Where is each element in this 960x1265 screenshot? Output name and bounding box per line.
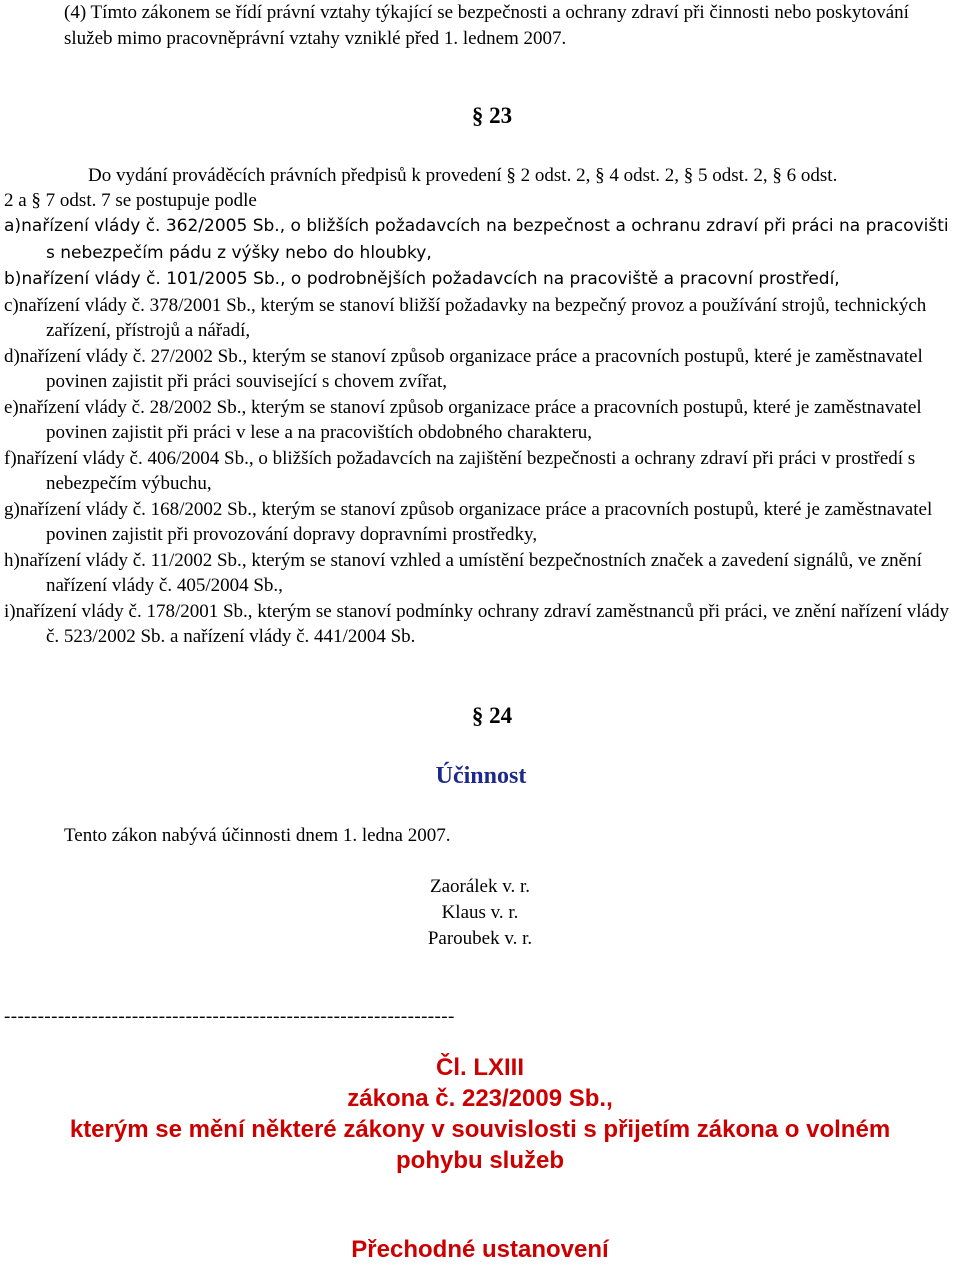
- list-item-lead: nařízení vlády č. 378/2001 Sb.: [18, 294, 251, 316]
- regulation-list: [4, 213, 958, 650]
- list-item-lead: nařízení vlády č. 362/2005 Sb.: [21, 216, 280, 236]
- list-item: [4, 344, 958, 395]
- signatures-block: [380, 874, 580, 952]
- signature-line: Paroubek v. r.: [427, 928, 533, 949]
- list-item-label: f): [4, 447, 17, 469]
- list-item-label: g): [4, 498, 20, 520]
- list-item-lead: nařízení vlády č. 27/2002 Sb.: [19, 345, 243, 367]
- list-item-label: b): [4, 269, 22, 289]
- list-item-text: , o bližších požadavcích na zajištění bezpečnosti a ochrany zdraví při práci v prostředí s nebezpečím výbuchu,: [46, 447, 916, 494]
- list-item-lead: nařízení vlády č. 178/2001 Sb.: [15, 600, 248, 622]
- amendment-header: [0, 1052, 960, 1176]
- list-item-label: i): [4, 600, 16, 622]
- list-item-lead: nařízení vlády č. 406/2004 Sb.: [16, 447, 249, 469]
- list-item-lead: nařízení vlády č. 101/2005 Sb.: [21, 269, 281, 289]
- section-23-intro-line-2: 2 a § 7 odst. 7 se postupuje podle: [4, 190, 257, 211]
- section-23-intro-line-1: Do vydání prováděcích právních předpisů k provedení § 2 odst. 2, § 4 odst. 2, § 5 odst. 2, § 6 odst.: [88, 165, 838, 186]
- list-item-label: e): [4, 396, 19, 418]
- list-item: [4, 213, 958, 266]
- list-item: [4, 395, 958, 446]
- list-item: [4, 599, 958, 650]
- list-item-label: c): [4, 294, 19, 316]
- list-item-lead: nařízení vlády č. 28/2002 Sb.: [18, 396, 242, 418]
- dashed-divider: -------------------------------------------------------------------: [4, 1006, 455, 1027]
- amendment-subtitle: kterým se mění některé zákony v souvislosti s přijetím zákona o volném pohybu služeb: [69, 1116, 891, 1174]
- list-item-text: , kterým se stanoví způsob organizace práce a pracovních postupů, které je zaměstnavatel povinen zajistit při provozování dopravy dopravními prostředky,: [46, 498, 933, 545]
- amendment-article: Čl. LXIII: [435, 1054, 524, 1081]
- signature-line: Zaorálek v. r.: [429, 876, 531, 897]
- list-item: [4, 548, 958, 599]
- list-item-label: d): [4, 345, 20, 367]
- transitional-provision-heading: Přechodné ustanovení: [351, 1236, 609, 1263]
- list-item-lead: nařízení vlády č. 168/2002 Sb.: [19, 498, 253, 520]
- list-item-text: , kterým se stanoví způsob organizace práce a pracovních postupů, které je zaměstnavatel povinen zajistit při práci v lese a na pracovištích obdobného charakteru,: [46, 396, 922, 443]
- list-item: [4, 266, 958, 293]
- list-item: [4, 446, 958, 497]
- list-item-text: , kterým se stanoví podmínky ochrany zdraví zaměstnanců při práci, ve znění nařízení vlády č. 523/2002 Sb. a nařízení vlády č. 441/2004 Sb.: [46, 600, 949, 647]
- list-item-label: a): [4, 216, 22, 236]
- list-item-text: , o bližších požadavcích na bezpečnost a ochranu zdraví při práci na pracovišti s nebezpečím pádu z výšky nebo do hloubky,: [46, 216, 949, 263]
- section-24-heading: § 24: [471, 703, 513, 728]
- list-item: [4, 497, 958, 548]
- list-item: [4, 293, 958, 344]
- amendment-law: zákona č. 223/2009 Sb.,: [347, 1085, 613, 1112]
- effectiveness-title: Účinnost: [435, 763, 527, 789]
- list-item-text: , o podrobnějších požadavcích na pracoviště a pracovní prostředí,: [280, 269, 840, 289]
- list-item-text: , kterým se stanoví způsob organizace práce a pracovních postupů, které je zaměstnavatel povinen zajistit při práci související s chovem zvířat,: [46, 345, 923, 392]
- paragraph-4: (4) Tímto zákonem se řídí právní vztahy týkající se bezpečnosti a ochrany zdraví při činnosti nebo poskytování služeb mimo pracovněprávní vztahy vzniklé před 1. lednem 2007.: [64, 2, 909, 49]
- effectiveness-text: Tento zákon nabývá účinnosti dnem 1. ledna 2007.: [64, 825, 451, 846]
- section-23-heading: § 23: [471, 103, 513, 128]
- list-item-text: , kterým se stanoví bližší požadavky na bezpečný provoz a používání strojů, technických zařízení, přístrojů a nářadí,: [46, 294, 927, 341]
- signature-line: Klaus v. r.: [441, 902, 519, 923]
- list-item-text: , kterým se stanoví vzhled a umístění bezpečnostních značek a zavedení signálů, ve znění nařízení vlády č. 405/2004 Sb.,: [46, 549, 922, 596]
- list-item-label: h): [4, 549, 20, 571]
- list-item-lead: nařízení vlády č. 11/2002 Sb.: [19, 549, 242, 571]
